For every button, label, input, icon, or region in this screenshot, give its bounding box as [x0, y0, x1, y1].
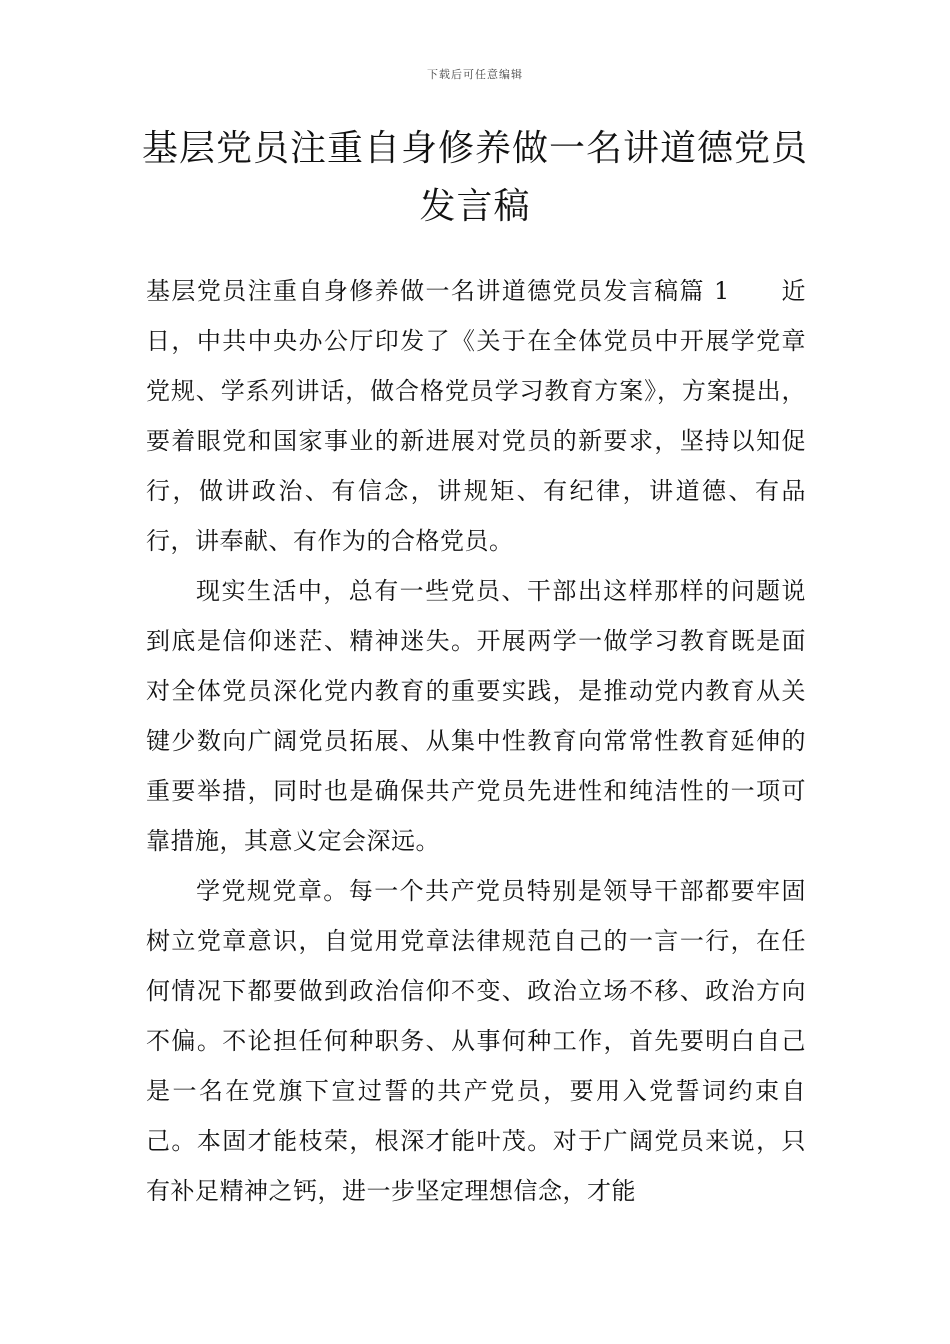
header-note: 下载后可任意编辑 — [427, 68, 523, 81]
document-title: 基层党员注重自身修养做一名讲道德党员发言稿 — [141, 128, 808, 227]
paragraph-intro: 基层党员注重自身修养做一名讲道德党员发言稿篇 1 近日，中共中央办公厅印发了《关于在全体党员中开展学党章党规、学系列讲话，做合格党员学习教育方案》，方案提出，要着眼党和国家事业的新进展对党员的新要求，坚持以知促行，做讲政治、有信念，讲规矩、有纪律，讲道德、有品行，讲奉献、有作为的合格党员。 — [146, 277, 806, 555]
document-body — [146, 266, 806, 1216]
paragraph-reality: 现实生活中，总有一些党员、干部出这样那样的问题说到底是信仰迷茫、精神迷失。开展两学一做学习教育既是面对全体党员深化党内教育的重要实践，是推动党内教育从关键少数向广阔党员拓展、从集中性教育向常常性教育延伸的重要举措，同时也是确保共产党员先进性和纯洁性的一项可靠措施，其意义定会深远。 — [146, 577, 806, 855]
paragraph-party-rules: 学党规党章。每一个共产党员特别是领导干部都要牢固树立党章意识，自觉用党章法律规范自己的一言一行，在任何情况下都要做到政治信仰不变、政治立场不移、政治方向不偏。不论担任何种职务、从事何种工作，首先要明白自己是一名在党旗下宣过誓的共产党员，要用入党誓词约束自己。本固才能枝荣，根深才能叶茂。对于广阔党员来说，只有补足精神之钙，进一步坚定理想信念，才能 — [146, 877, 806, 1205]
